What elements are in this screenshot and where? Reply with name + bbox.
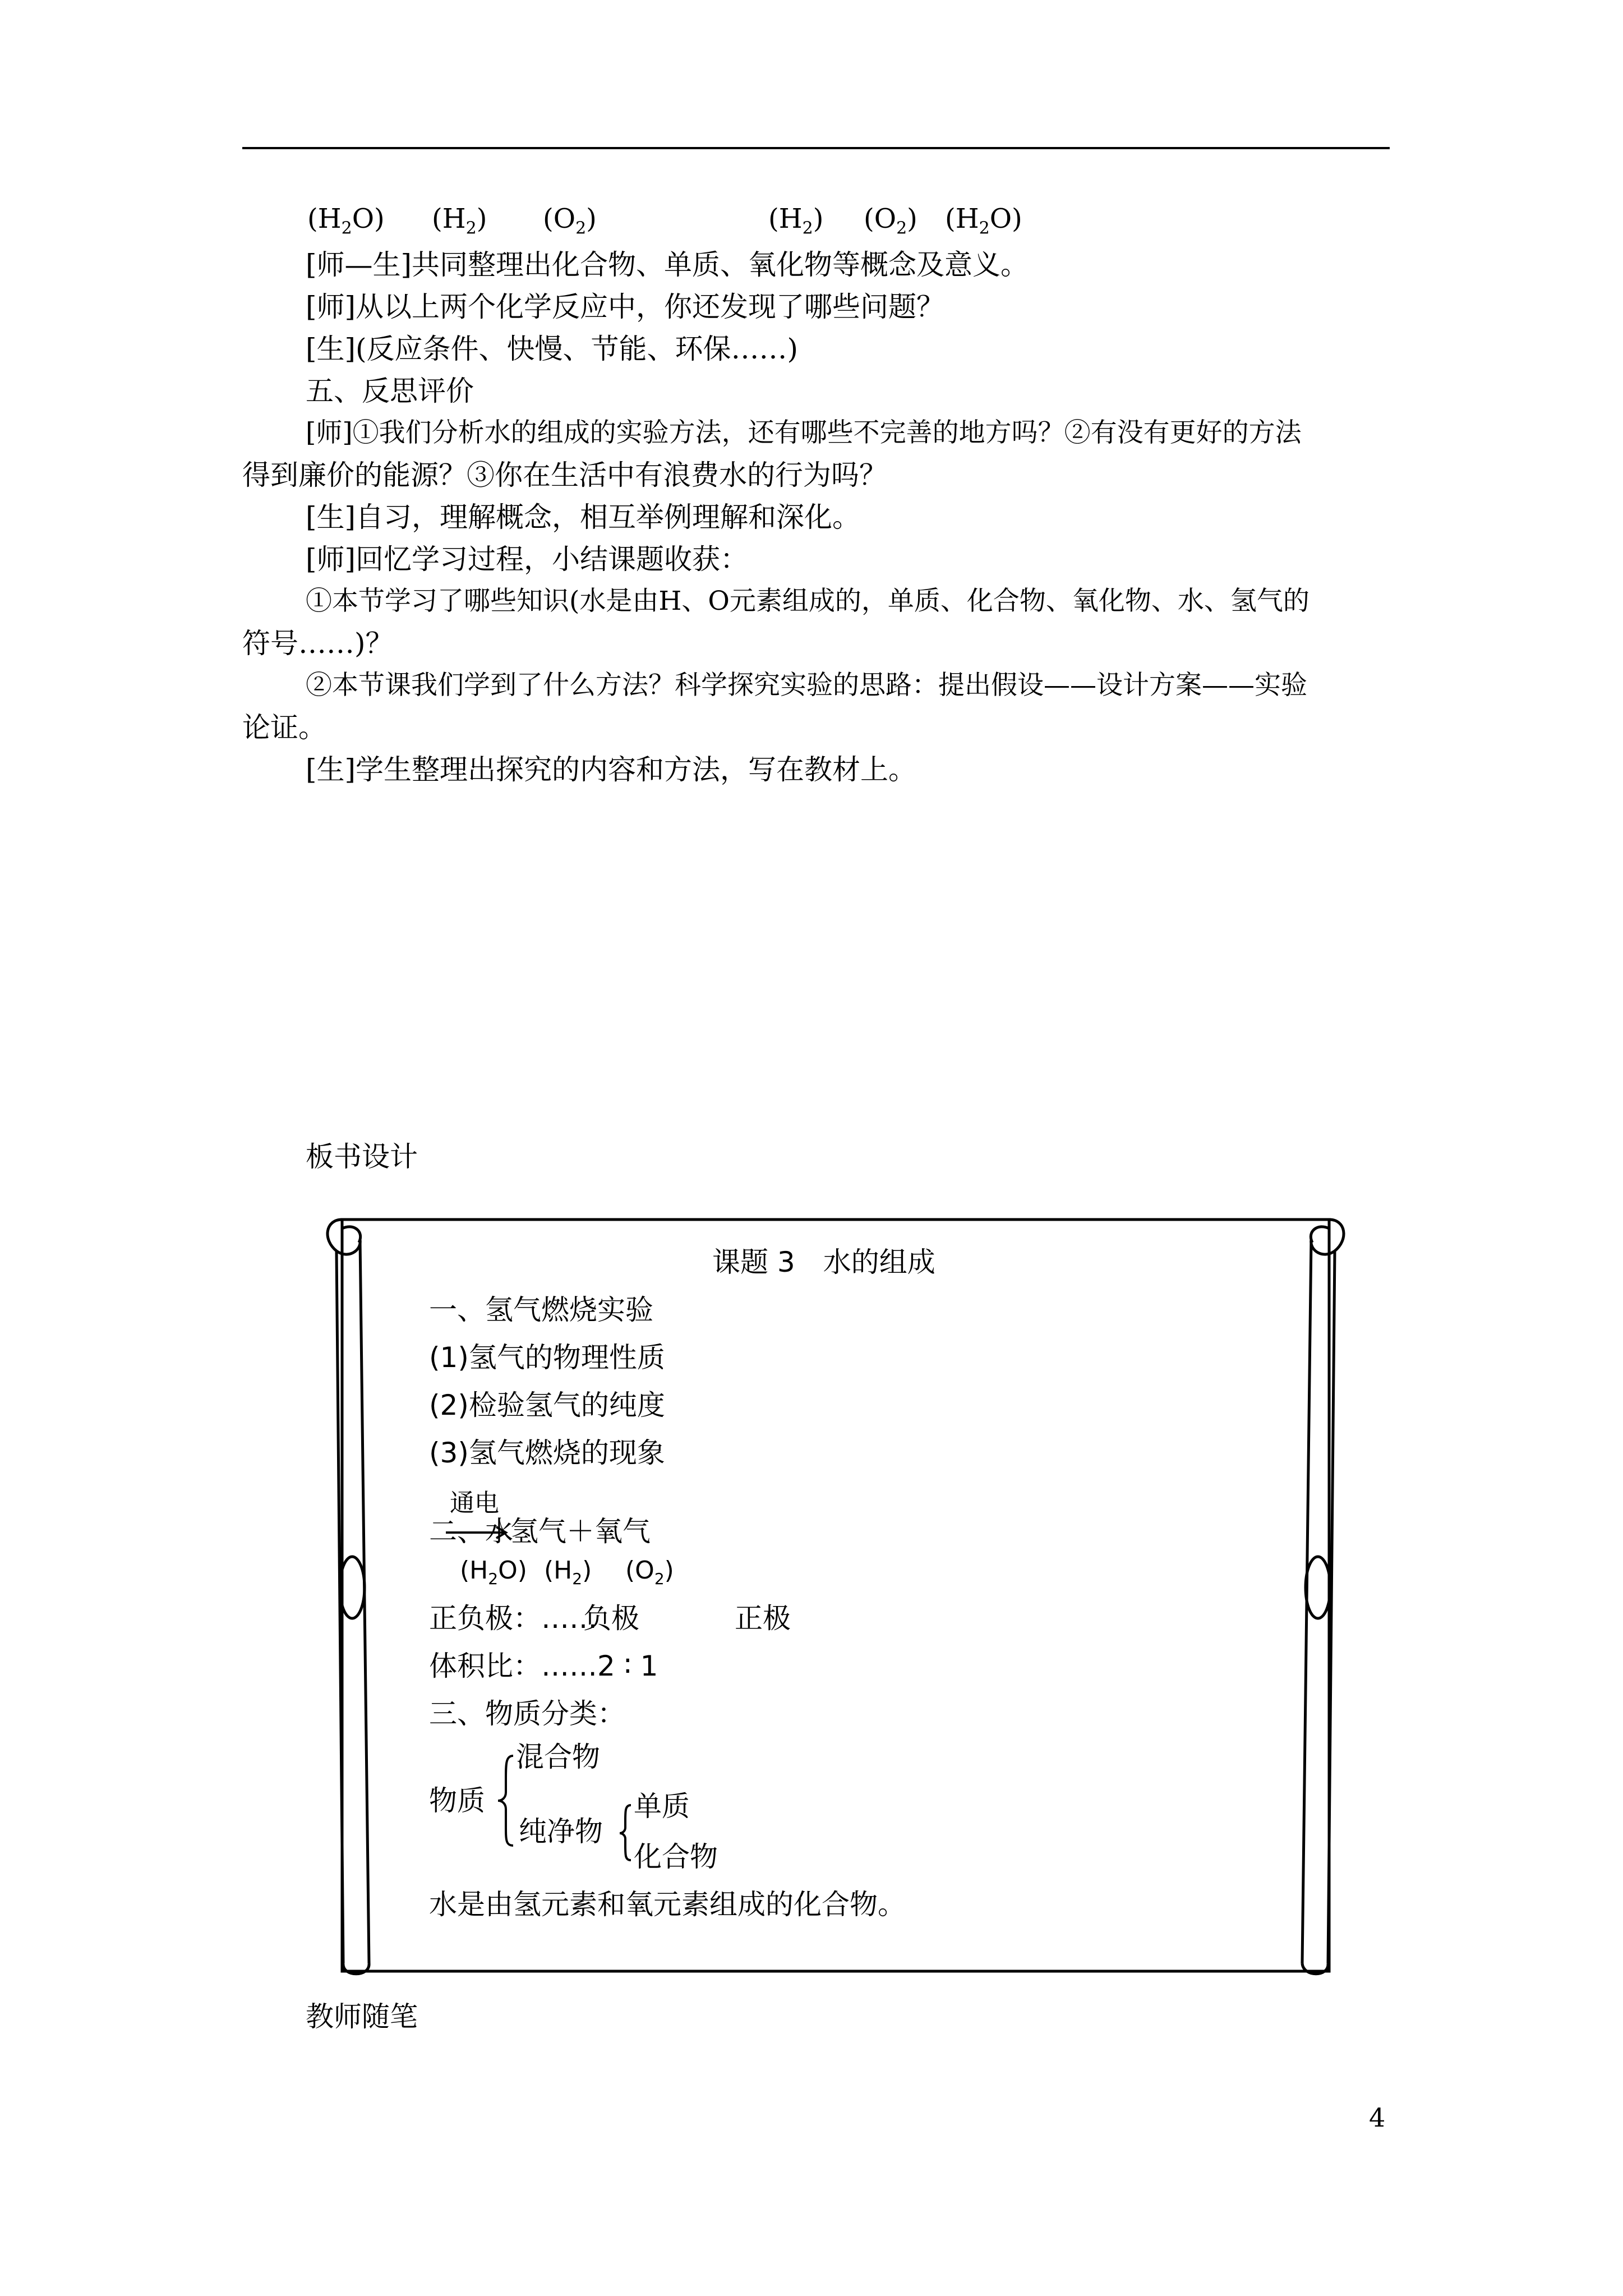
arrow-condition-label: 通电 <box>450 1489 499 1517</box>
formula-left-3: $(O_2)$ <box>543 203 597 238</box>
board-section-3: 三、物质分类： <box>429 1697 625 1730</box>
paragraph-line: [师]①我们分析水的组成的实验方法，还有哪些不完善的地方吗？②有没有更好的方法 <box>306 417 1302 448</box>
notes-heading: 教师随笔 <box>306 2000 418 2033</box>
board-section-1: 一、氢气燃烧实验 <box>429 1294 653 1326</box>
header-rule <box>242 147 1390 149</box>
board-section-2: 二、水 <box>429 1515 513 1548</box>
board-formula-3: $(O_2)$ <box>625 1556 674 1588</box>
board-formula-1: $(H_2O)$ <box>460 1556 527 1588</box>
board-heading: 板书设计 <box>306 1140 418 1173</box>
electrode-label: 正负极：…… <box>429 1602 597 1635</box>
board-formula-2: $(H_2)$ <box>544 1556 592 1588</box>
electrode-positive: 正极 <box>735 1602 791 1635</box>
tree-pure: 纯净物 <box>519 1815 603 1848</box>
board-conclusion: 水是由氢元素和氧元素组成的化合物。 <box>429 1888 906 1921</box>
paragraph-line: 得到廉价的能源？③你在生活中有浪费水的行为吗？ <box>242 459 887 491</box>
tree-element: 单质 <box>634 1790 690 1823</box>
blackboard-design <box>320 1206 1352 1986</box>
paragraph-line: [生](反应条件、快慢、节能、环保……) <box>306 333 799 365</box>
electrode-negative: 负极 <box>583 1602 639 1635</box>
tree-mixture: 混合物 <box>516 1741 600 1773</box>
page-number: 4 <box>1369 2102 1386 2133</box>
paragraph-line: ①本节学习了哪些知识(水是由H、O元素组成的，单质、化合物、氧化物、水、氢气的 <box>306 586 1310 616</box>
tree-root: 物质 <box>429 1784 485 1817</box>
formula-left-1: $(H_2O)$ <box>307 203 385 238</box>
board-item-2: (2)检验氢气的纯度 <box>429 1389 665 1421</box>
paragraph-line: [师—生]共同整理出化合物、单质、氧化物等概念及意义。 <box>306 249 1029 281</box>
paragraph-line: 论证。 <box>242 711 326 744</box>
paragraph-line: [生]自习，理解概念，相互举例理解和深化。 <box>306 501 861 533</box>
volume-ratio: 体积比：……2 ∶ 1 <box>429 1650 658 1682</box>
formula-right-1: $(H_2)$ <box>768 203 824 238</box>
board-item-3: (3)氢气燃烧的现象 <box>429 1437 665 1469</box>
paragraph-line: [生]学生整理出探究的内容和方法，写在教材上。 <box>306 753 917 786</box>
reaction-products: 氢气＋氧气 <box>510 1515 651 1548</box>
paragraph-line: [师]从以上两个化学反应中，你还发现了哪些问题？ <box>306 291 945 323</box>
board-title: 课题 3 水的组成 <box>712 1246 935 1278</box>
formula-left-2: $(H_2)$ <box>432 203 487 238</box>
paragraph-line: [师]回忆学习过程，小结课题收获： <box>306 543 749 576</box>
board-item-1: (1)氢气的物理性质 <box>429 1341 665 1374</box>
formula-right-2: $(O_2)$ <box>864 203 917 238</box>
paragraph-line: ②本节课我们学到了什么方法？科学探究实验的思路：提出假设——设计方案——实验 <box>306 670 1307 701</box>
section-heading: 五、反思评价 <box>306 375 474 407</box>
formula-right-3: $(H_2O)$ <box>945 203 1022 238</box>
paragraph-line: 符号……)？ <box>242 627 394 660</box>
tree-compound: 化合物 <box>634 1841 718 1873</box>
